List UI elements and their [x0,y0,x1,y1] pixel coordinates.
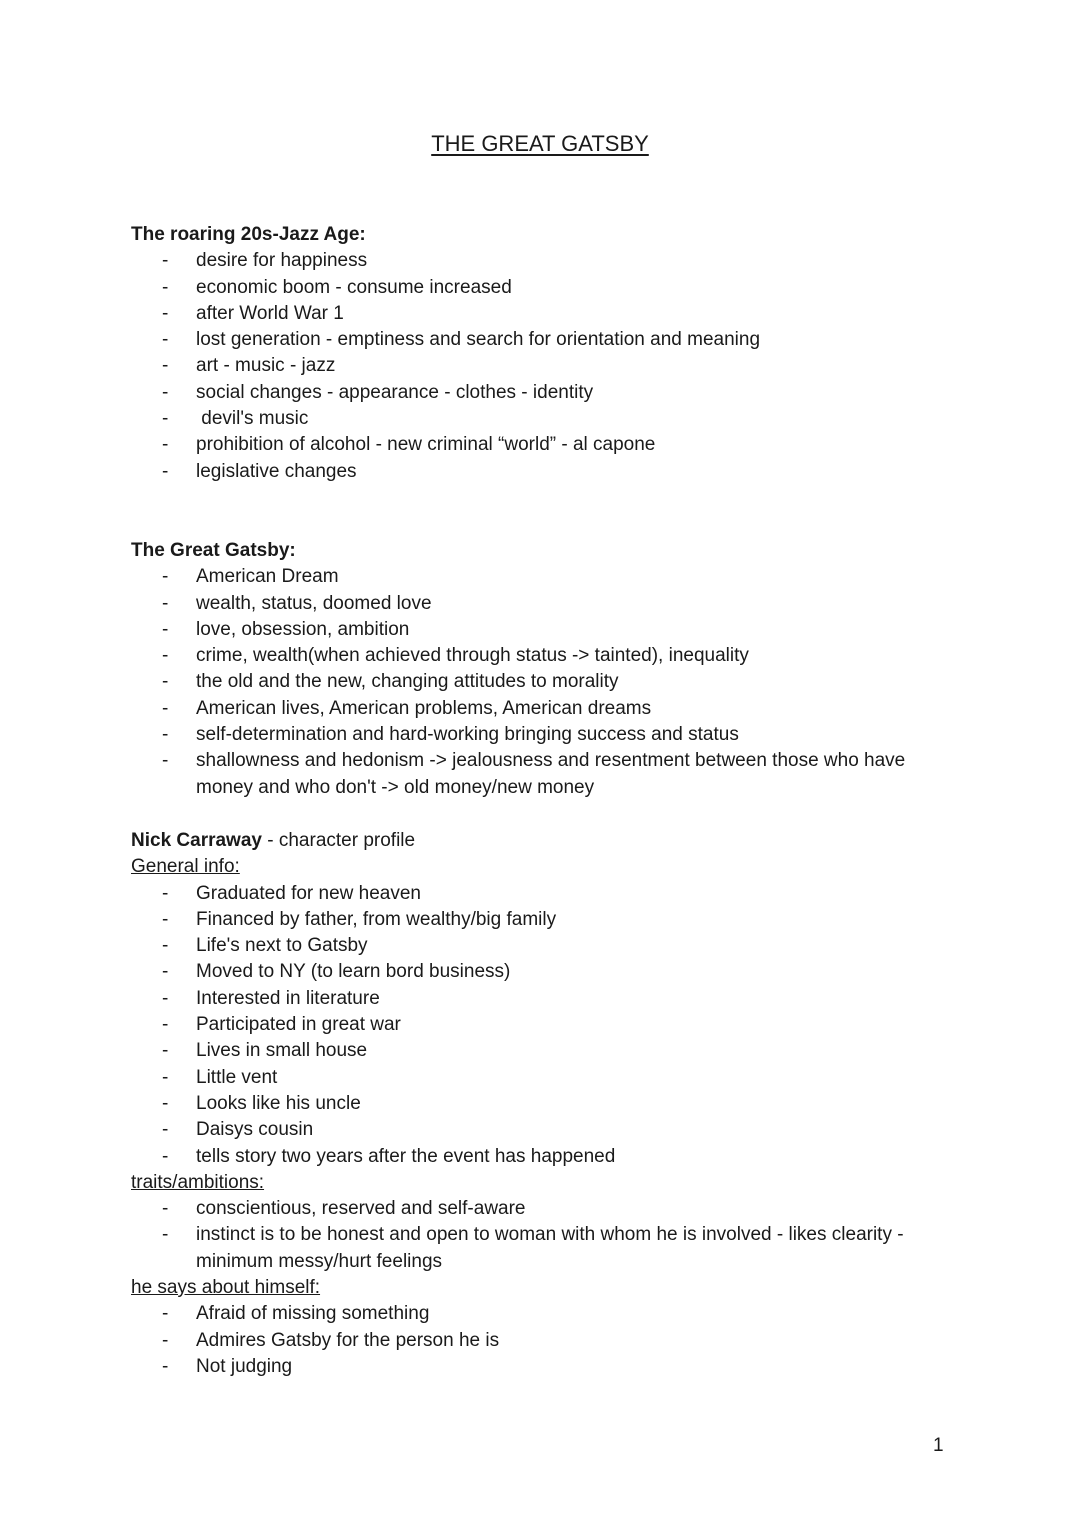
list-item: - Financed by father, from wealthy/big family [131,907,961,933]
list-item: - Daisys cousin [131,1117,961,1143]
list-item: - self-determination and hard-working bringing success and status [131,722,961,748]
section-roaring-20s [131,222,961,485]
section-nick-carraway [131,828,961,1380]
section-heading [131,828,961,854]
list-item: - Little vent [131,1065,961,1091]
list-item: - Looks like his uncle [131,1091,961,1117]
list-item: - wealth, status, doomed love [131,591,961,617]
section-heading: The roaring 20s-Jazz Age: [131,224,366,245]
list-item: - the old and the new, changing attitudes to morality [131,669,961,695]
list-item: - American lives, American problems, American dreams [131,696,961,722]
list-item: - Afraid of missing something [131,1301,961,1327]
bullet-list [131,881,961,1170]
list-item: - Interested in literature [131,986,961,1012]
list-item: - love, obsession, ambition [131,617,961,643]
list-item: - social changes - appearance - clothes - identity [131,380,961,406]
subheading-traits: traits/ambitions: [131,1171,265,1193]
list-item: - Not judging [131,1354,961,1380]
list-item: - legislative changes [131,459,961,485]
list-item: - economic boom - consume increased [131,275,961,301]
page-title-text: THE GREAT GATSBY [431,131,649,156]
list-item: - instinct is to be honest and open to woman with whom he is involved - likes clearity - minimum messy/hurt feelings [131,1222,961,1275]
bullet-list [131,248,961,485]
bullet-list [131,1301,961,1380]
subheading-general-info: General info: [131,856,240,878]
list-item: - Lives in small house [131,1038,961,1064]
list-item: - Graduated for new heaven [131,881,961,907]
character-name: Nick Carraway [131,830,262,851]
list-item: - after World War 1 [131,301,961,327]
list-item: - American Dream [131,564,961,590]
list-item: - desire for happiness [131,248,961,274]
heading-suffix: - character profile [261,830,416,851]
list-item: - devil's music [131,406,961,432]
list-item: - Moved to NY (to learn bord business) [131,959,961,985]
list-item: - Life's next to Gatsby [131,933,961,959]
list-item: - art - music - jazz [131,353,961,379]
section-heading: The Great Gatsby: [131,540,296,561]
list-item: - prohibition of alcohol - new criminal “world” - al capone [131,432,961,458]
list-item: - crime, wealth(when achieved through status -> tainted), inequality [131,643,961,669]
page-number: 1 [933,1435,944,1456]
list-item: - shallowness and hedonism -> jealousness and resentment between those who have money and who don't -> old money/new money [131,748,961,801]
list-item: - Participated in great war [131,1012,961,1038]
subheading-says-about-himself: he says about himself: [131,1277,321,1299]
bullet-list [131,1196,961,1275]
page-title [0,130,1080,158]
section-great-gatsby [131,538,961,801]
list-item: - lost generation - emptiness and search for orientation and meaning [131,327,961,353]
bullet-list [131,564,961,801]
list-item: - Admires Gatsby for the person he is [131,1328,961,1354]
list-item: - tells story two years after the event has happened [131,1144,961,1170]
list-item: - conscientious, reserved and self-aware [131,1196,961,1222]
